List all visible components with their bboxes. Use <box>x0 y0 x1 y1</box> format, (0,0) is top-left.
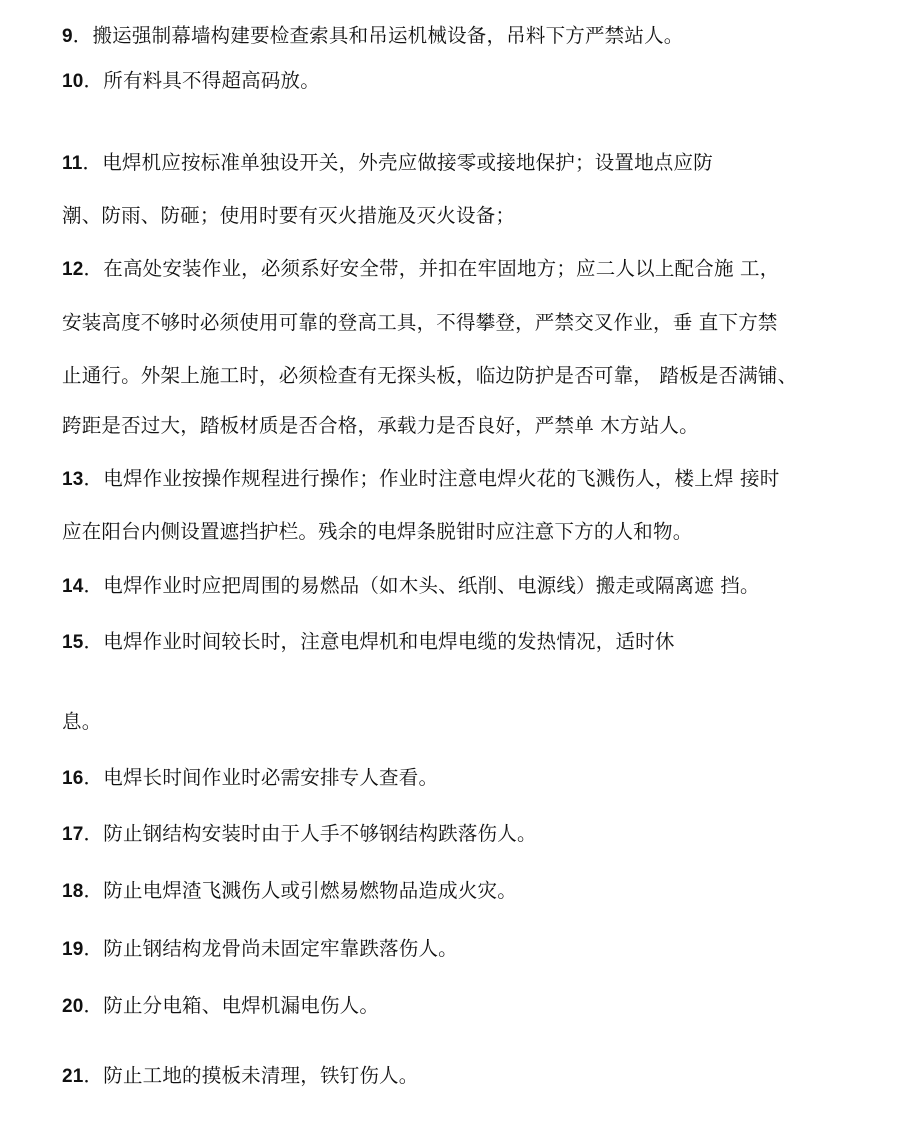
list-item <box>62 994 379 1019</box>
list-item <box>62 937 458 962</box>
list-item <box>62 822 537 847</box>
item-number: 12 <box>62 259 84 280</box>
item-number: 19 <box>62 939 84 960</box>
item-number: 10 <box>62 71 84 92</box>
item-number: 16 <box>62 768 84 789</box>
item-number: 21 <box>62 1066 84 1087</box>
item-text: ．电焊作业时间较长时，注意电焊机和电焊电缆的发热情况，适时休 <box>83 630 675 653</box>
list-item <box>62 1064 418 1089</box>
item-number: 9 <box>62 26 73 47</box>
item-text: ．电焊长时间作业时必需安排专人查看。 <box>83 766 439 789</box>
item-text: ．防止电焊渣飞溅伤人或引燃易燃物品造成火灾。 <box>83 879 517 902</box>
item-number: 18 <box>62 881 84 902</box>
item-number: 15 <box>62 632 84 653</box>
item-text: ．在高处安装作业，必须系好安全带，并扣在牢固地方；应二人以上配合施 工， <box>83 257 780 280</box>
item-continuation: 跨距是否过大，踏板材质是否合格，承载力是否良好，严禁单 木方站人。 <box>62 414 699 437</box>
item-text: ．防止钢结构安装时由于人手不够钢结构跌落伤人。 <box>83 822 537 845</box>
item-text: ．所有料具不得超高码放。 <box>83 69 320 92</box>
item-text: ．防止钢结构龙骨尚未固定牢靠跌落伤人。 <box>83 937 458 960</box>
list-item <box>62 630 675 655</box>
item-text: ．防止分电箱、电焊机漏电伤人。 <box>83 994 380 1017</box>
item-continuation: 止通行。外架上施工时，必须检查有无探头板，临边防护是否可靠， 踏板是否满铺、 <box>62 364 798 387</box>
item-text: ．电焊机应按标准单独设开关，外壳应做接零或接地保护；设置地点应防 <box>82 151 713 174</box>
item-continuation: 息。 <box>62 710 102 733</box>
list-item <box>62 467 779 492</box>
item-number: 20 <box>62 996 84 1017</box>
item-text: ．电焊作业按操作规程进行操作；作业时注意电焊火花的飞溅伤人，楼上焊 接时 <box>83 467 780 490</box>
list-item <box>62 766 438 791</box>
item-text: ．搬运强制幕墙构建要检查索具和吊运机械设备，吊料下方严禁站人。 <box>72 24 684 47</box>
item-number: 11 <box>62 153 83 174</box>
item-continuation: 安装高度不够时必须使用可靠的登高工具，不得攀登，严禁交叉作业，垂 直下方禁 <box>62 311 778 334</box>
item-continuation: 潮、防雨、防砸；使用时要有灭火措施及灭火设备； <box>62 204 516 227</box>
list-item <box>62 69 320 94</box>
list-item <box>62 879 517 904</box>
list-item <box>62 24 683 49</box>
list-item <box>62 151 713 176</box>
item-continuation: 应在阳台内侧设置遮挡护栏。残余的电焊条脱钳时应注意下方的人和物。 <box>62 520 693 543</box>
item-number: 13 <box>62 469 84 490</box>
item-text: ．防止工地的摸板未清理，铁钉伤人。 <box>83 1064 419 1087</box>
item-number: 14 <box>62 576 84 597</box>
item-number: 17 <box>62 824 84 845</box>
item-text: ．电焊作业时应把周围的易燃品（如木头、纸削、电源线）搬走或隔离遮 挡。 <box>83 574 760 597</box>
list-item <box>62 257 779 282</box>
list-item <box>62 574 760 599</box>
